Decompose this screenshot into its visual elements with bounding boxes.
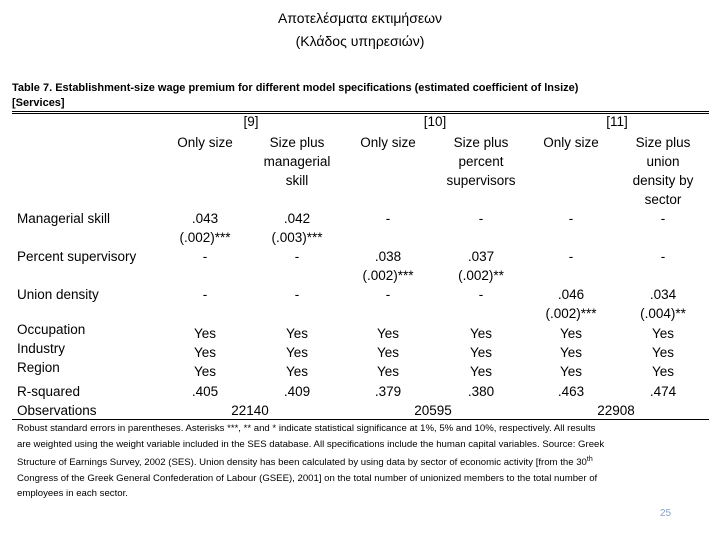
cell-percent-se-c3: (.002)*** bbox=[362, 268, 414, 283]
column-header-line: union bbox=[646, 154, 680, 169]
cell-industry-c6: Yes bbox=[651, 345, 675, 360]
cell-managerial-c5: - bbox=[568, 211, 574, 226]
table-caption bbox=[12, 81, 712, 111]
row-label-region: Region bbox=[17, 360, 60, 375]
column-header-3 bbox=[348, 133, 428, 152]
column-header-6 bbox=[618, 133, 708, 209]
caption-line-2: [Services] bbox=[12, 97, 65, 109]
column-header-1 bbox=[165, 133, 245, 152]
column-header-4 bbox=[436, 133, 526, 190]
column-header-line: percent bbox=[458, 154, 504, 169]
cell-managerial-c3: - bbox=[385, 211, 391, 226]
footnote-line-2: are weighted using the weight variable included in the SES database. All specifications include the human capital variables. Source: Greek bbox=[17, 438, 605, 450]
page-number: 25 bbox=[660, 508, 672, 519]
cell-obs-11: 22908 bbox=[597, 403, 635, 418]
cell-occupation-c6: Yes bbox=[651, 326, 675, 341]
column-header-line: Only size bbox=[177, 135, 233, 150]
group-header-11: [11] bbox=[606, 114, 628, 129]
cell-r2-c6: .474 bbox=[649, 384, 677, 399]
cell-region-c3: Yes bbox=[376, 364, 400, 379]
footnote-line-1: Robust standard errors in parentheses. Asterisks ***, ** and * indicate statistical significance at 1%, 5% and 10%, respectively. All results bbox=[17, 423, 596, 434]
cell-industry-c4: Yes bbox=[469, 345, 493, 360]
footnote-superscript: th bbox=[586, 456, 593, 463]
row-label-managerial-skill: Managerial skill bbox=[17, 211, 111, 226]
row-label-union-density: Union density bbox=[17, 287, 99, 302]
table-footnote bbox=[17, 421, 707, 502]
slide-subtitle: (Κλάδος υπηρεσιών) bbox=[295, 33, 425, 49]
cell-percent-c1: - bbox=[202, 249, 208, 264]
column-header-line: managerial bbox=[263, 154, 331, 169]
cell-union-se-c6: (.004)** bbox=[640, 306, 686, 321]
cell-r2-c1: .405 bbox=[191, 384, 219, 399]
column-header-5 bbox=[531, 133, 611, 152]
cell-obs-10: 20595 bbox=[414, 403, 452, 418]
cell-r2-c2: .409 bbox=[283, 384, 311, 399]
cell-region-c5: Yes bbox=[559, 364, 583, 379]
cell-managerial-c6: - bbox=[660, 211, 666, 226]
cell-managerial-c4: - bbox=[478, 211, 484, 226]
column-header-line: density by bbox=[632, 173, 694, 188]
cell-union-c3: - bbox=[385, 287, 391, 302]
column-header-line: Size plus bbox=[453, 135, 509, 150]
cell-percent-c6: - bbox=[660, 249, 666, 264]
footnote-line-5: employees in each sector. bbox=[17, 488, 128, 500]
cell-managerial-se-c2: (.003)*** bbox=[271, 230, 323, 245]
caption-line-1: Table 7. Establishment-size wage premium for different model specifications (estimated coefficient of lnsize) bbox=[12, 82, 579, 94]
footnote-line-3-text: Structure of Earnings Survey, 2002 (SES). Union density has been calculated by using data by sector of economic activity [from the 30 bbox=[17, 457, 587, 469]
column-header-line: Size plus bbox=[269, 135, 325, 150]
cell-obs-9: 22140 bbox=[231, 403, 269, 418]
cell-percent-c4: .037 bbox=[467, 249, 495, 264]
row-label-occupation: Occupation bbox=[17, 322, 86, 337]
cell-managerial-se-c1: (.002)*** bbox=[179, 230, 231, 245]
row-label-observations: Observations bbox=[17, 403, 97, 418]
column-header-line: Only size bbox=[543, 135, 599, 150]
row-label-industry: Industry bbox=[17, 341, 66, 356]
cell-union-c1: - bbox=[202, 287, 208, 302]
cell-industry-c2: Yes bbox=[285, 345, 309, 360]
cell-percent-se-c4: (.002)** bbox=[458, 268, 504, 283]
cell-union-c6: .034 bbox=[649, 287, 677, 302]
column-header-line: sector bbox=[644, 192, 682, 207]
cell-industry-c1: Yes bbox=[193, 345, 217, 360]
group-header-10: [10] bbox=[423, 114, 447, 129]
cell-region-c1: Yes bbox=[193, 364, 217, 379]
row-label-percent-supervisory: Percent supervisory bbox=[17, 249, 137, 264]
cell-r2-c3: .379 bbox=[374, 384, 402, 399]
cell-region-c4: Yes bbox=[469, 364, 493, 379]
cell-occupation-c2: Yes bbox=[285, 326, 309, 341]
cell-region-c2: Yes bbox=[285, 364, 309, 379]
footnote-line-3 bbox=[17, 452, 707, 471]
cell-occupation-c1: Yes bbox=[193, 326, 217, 341]
cell-region-c6: Yes bbox=[651, 364, 675, 379]
cell-occupation-c3: Yes bbox=[376, 326, 400, 341]
cell-percent-c3: .038 bbox=[374, 249, 402, 264]
slide-title: Αποτελέσματα εκτιμήσεων bbox=[277, 10, 443, 26]
column-header-line: Only size bbox=[360, 135, 416, 150]
column-header-line: Size plus bbox=[635, 135, 691, 150]
cell-union-c4: - bbox=[478, 287, 484, 302]
cell-occupation-c5: Yes bbox=[559, 326, 583, 341]
cell-managerial-c1: .043 bbox=[191, 211, 219, 226]
cell-union-c5: .046 bbox=[557, 287, 585, 302]
cell-occupation-c4: Yes bbox=[469, 326, 493, 341]
cell-industry-c3: Yes bbox=[376, 345, 400, 360]
column-header-line: skill bbox=[285, 173, 309, 188]
column-header-2 bbox=[252, 133, 342, 190]
row-label-r-squared: R-squared bbox=[17, 384, 81, 399]
cell-industry-c5: Yes bbox=[559, 345, 583, 360]
cell-percent-c2: - bbox=[294, 249, 300, 264]
cell-union-c2: - bbox=[294, 287, 300, 302]
cell-percent-c5: - bbox=[568, 249, 574, 264]
footnote-line-4: Congress of the Greek General Confederation of Labour (GSEE), 2001] on the total number of unionized members to the total number of bbox=[17, 472, 598, 484]
cell-r2-c4: .380 bbox=[467, 384, 495, 399]
group-header-9: [9] bbox=[243, 114, 259, 129]
column-header-line: supervisors bbox=[446, 173, 516, 188]
cell-union-se-c5: (.002)*** bbox=[545, 306, 597, 321]
cell-r2-c5: .463 bbox=[557, 384, 585, 399]
cell-managerial-c2: .042 bbox=[283, 211, 311, 226]
